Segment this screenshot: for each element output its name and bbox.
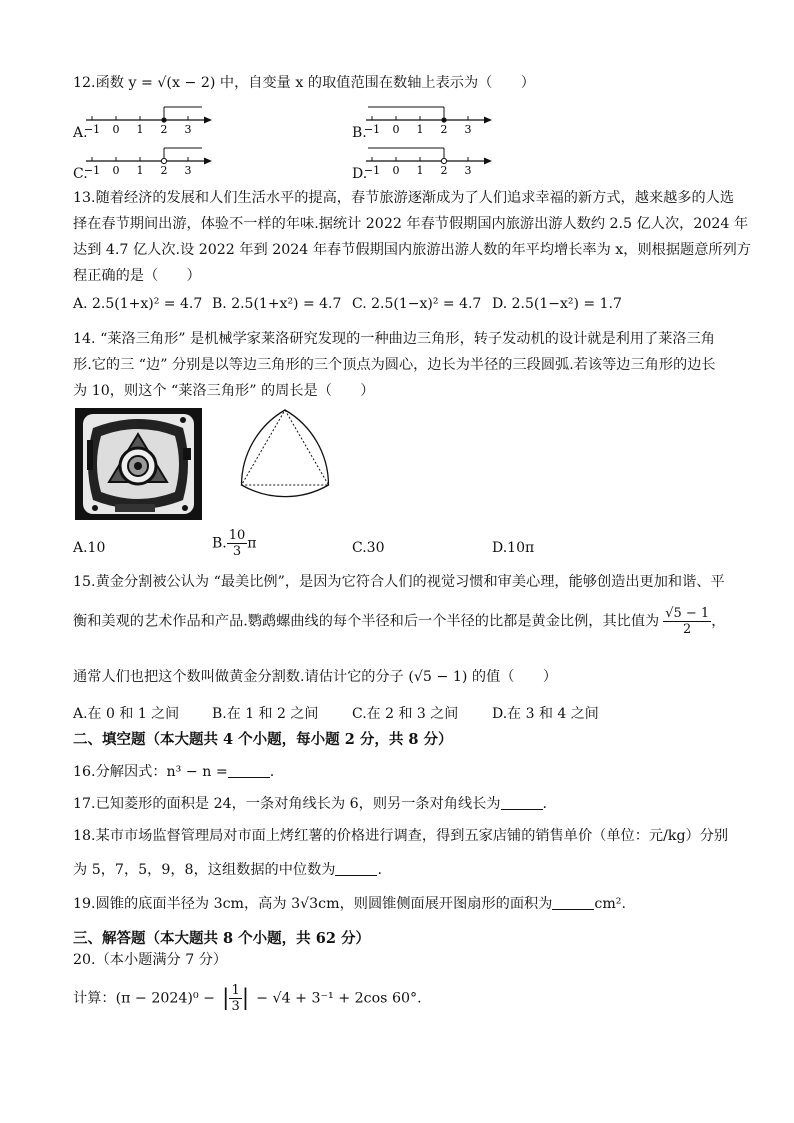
- q13-option-d[interactable]: D. 2.5(1−x²) = 1.7: [492, 296, 622, 312]
- q13-line-3: 达到 4.7 亿人次.设 2022 年到 2024 年春节假期国内旅游出游人数的年平均增长率为 x，则根据题意所列方: [73, 242, 751, 258]
- q15-line-2: 衡和美观的艺术作品和产品.鹦鹉螺曲线的每个半径和后一个半径的比都是黄金比例，其比值为 $\frac{√5 - 1}{2}$ ，: [73, 606, 726, 637]
- q16-answer-blank[interactable]: [228, 763, 270, 778]
- q12-c-tick: 0: [112, 164, 120, 177]
- q13-option-b[interactable]: B. 2.5(1+x²) = 4.7: [212, 296, 342, 312]
- q14-line-1: 14. “莱洛三角形” 是机械学家莱洛研究发现的一种曲边三角形，转子发动机的设计就是利用了莱洛三角: [73, 331, 715, 347]
- q12-option-a-label[interactable]: A.: [73, 125, 88, 141]
- q18-answer-blank[interactable]: [335, 861, 377, 876]
- q13-option-c[interactable]: C. 2.5(1−x)² = 4.7: [352, 296, 482, 312]
- q12-option-a-numberline[interactable]: [84, 103, 214, 137]
- q12-c-tick: 3: [184, 164, 192, 177]
- q17: 17.已知菱形的面积是 24，一条对角线长为 6，则另一条对角线长为 .: [73, 796, 548, 812]
- q16: 16.分解因式：n³ − n = .: [73, 764, 275, 780]
- q14-option-a[interactable]: A.10: [73, 540, 106, 556]
- q12-option-c-numberline[interactable]: [84, 144, 214, 178]
- q12-option-b-label[interactable]: B.: [352, 125, 367, 141]
- q12-d-tick: 3: [464, 164, 472, 177]
- q20-heading: 20.（本小题满分 7 分）: [73, 952, 228, 968]
- q14-line-3: 为 10，则这个 “莱洛三角形” 的周长是（ ）: [73, 383, 375, 399]
- q12-a-tick: 1: [136, 123, 144, 136]
- q12-c-tick: 2: [160, 164, 168, 177]
- q17-answer-blank[interactable]: [501, 795, 543, 810]
- q12-a-tick: 3: [184, 123, 192, 136]
- q15-line-3: 通常人们也把这个数叫做黄金分割数.请估计它的分子 (√5 − 1) 的值（ ）: [73, 669, 558, 685]
- q15-option-b[interactable]: B.在 1 和 2 之间: [212, 706, 319, 722]
- q12-b-tick: 3: [464, 123, 472, 136]
- q15-option-c[interactable]: C.在 2 和 3 之间: [352, 706, 459, 722]
- q12-stem: 12.函数 y = √(x − 2) 中，自变量 x 的取值范围在数轴上表示为（ ）: [73, 75, 535, 91]
- q14-option-d[interactable]: D.10π: [492, 540, 535, 556]
- q13-line-2: 择在春节期间出游，体验不一样的年味.据统计 2022 年春节假期国内旅游出游人数约 2.5 亿人次，2024 年: [73, 216, 749, 232]
- q12-c-tick: 1: [136, 164, 144, 177]
- q12-d-tick: 1: [416, 164, 424, 177]
- q12-d-tick: 0: [392, 164, 400, 177]
- q12-option-c-label[interactable]: C.: [73, 166, 88, 182]
- q12-b-tick: 1: [416, 123, 424, 136]
- q12-d-tick: −1: [364, 164, 381, 177]
- q12-c-tick: −1: [84, 164, 101, 177]
- q12-a-tick: 0: [112, 123, 120, 136]
- q13-line-1: 13.随着经济的发展和人们生活水平的提高，春节旅游逐渐成为了人们追求幸福的新方式，越来越多的人选: [73, 190, 735, 206]
- q15-option-a[interactable]: A.在 0 和 1 之间: [73, 706, 180, 722]
- q18-line-2: 为 5，7，5，9，8，这组数据的中位数为 .: [73, 862, 382, 878]
- q14-option-c[interactable]: C.30: [352, 540, 385, 556]
- q18-line-1: 18.某市市场监督管理局对市面上烤红薯的价格进行调查，得到五家店铺的销售单价（单位：元/kg）分别: [73, 828, 729, 844]
- q13-line-4: 程正确的是（ ）: [73, 268, 201, 284]
- section-3-heading: 三、解答题（本大题共 8 个小题，共 62 分）: [73, 930, 370, 947]
- q14-line-2: 形.它的三 “边” 分别是以等边三角形的三个顶点为圆心，边长为半径的三段圆弧.若该等边三角形的边长: [73, 357, 716, 373]
- reuleaux-triangle-diagram: [232, 405, 338, 505]
- q12-b-tick: 2: [440, 123, 448, 136]
- q12-option-b-numberline[interactable]: [364, 103, 494, 137]
- q12-option-d-label[interactable]: D.: [352, 166, 368, 182]
- q20-expression: 计算：(π − 2024)⁰ − | $\frac{1}{3}$ | − √4 + 3⁻¹ + 2cos 60°.: [73, 983, 422, 1014]
- q12-a-tick: −1: [84, 123, 101, 136]
- rotary-engine-photo: [75, 408, 202, 520]
- q12-option-d-numberline[interactable]: [364, 144, 494, 178]
- q15-line-1: 15.黄金分割被公认为 “最美比例”，是因为它符合人们的视觉习惯和审美心理，能够创造出更加和谐、平: [73, 574, 725, 590]
- q12-d-tick: 2: [440, 164, 448, 177]
- q12-b-tick: −1: [364, 123, 381, 136]
- q19: 19.圆锥的底面半径为 3cm，高为 3√3cm，则圆锥侧面展开图扇形的面积为 cm².: [73, 896, 626, 912]
- q14-option-b[interactable]: B. $\frac{10}{3}$ π: [212, 528, 257, 559]
- q15-option-d[interactable]: D.在 3 和 4 之间: [492, 706, 599, 722]
- q12-a-tick: 2: [160, 123, 168, 136]
- q19-answer-blank[interactable]: [552, 895, 594, 910]
- section-2-heading: 二、填空题（本大题共 4 个小题，每小题 2 分，共 8 分）: [73, 731, 453, 748]
- q13-option-a[interactable]: A. 2.5(1+x)² = 4.7: [73, 296, 203, 312]
- q12-b-tick: 0: [392, 123, 400, 136]
